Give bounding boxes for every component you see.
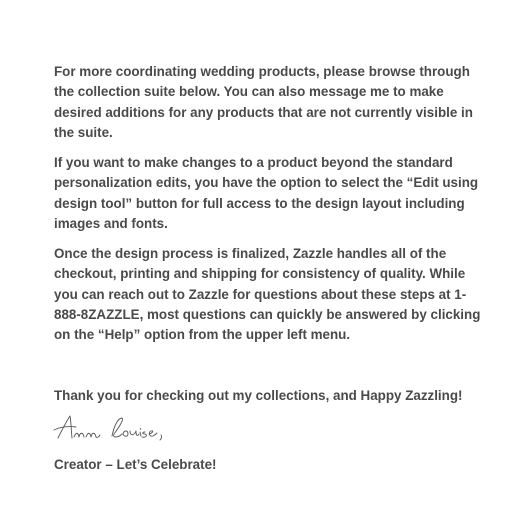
signature <box>50 410 170 446</box>
paragraph-design-tool: If you want to make changes to a product beyond the standard personalization edits, you have the option to select the “Edit using design tool” button for full access to the design layout including images and fonts. <box>54 155 479 231</box>
signature-handwriting <box>50 410 170 446</box>
paragraph-checkout-help: Once the design process is finalized, Zazzle handles all of the checkout, printing and shipping for consistency of quality. While you can reach out to Zazzle for questions about these steps at 1-888-8ZAZZLE, most questions can quickly be answered by clicking on the “Help” option from the upper left menu. <box>54 246 481 343</box>
closing-line: Creator – Let’s Celebrate! <box>54 457 217 472</box>
paragraph-collection-suite: For more coordinating wedding products, please browse through the collection suite below. You can also message me to make desired additions for any products that are not currently visible in the suite. <box>54 64 473 140</box>
paragraph-thank-you: Thank you for checking out my collections, and Happy Zazzling! <box>54 388 463 403</box>
